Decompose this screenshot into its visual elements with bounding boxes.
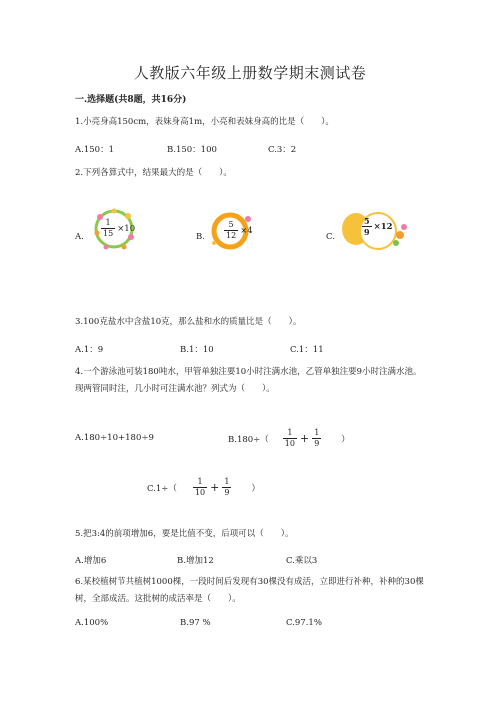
fraction-1-10-c: $\frac{1}{10}$ — [194, 477, 206, 497]
q6-option-c[interactable]: C.97.1% — [286, 618, 322, 628]
q4-option-b[interactable]: B.180÷（ $\frac{1}{10}$ + $\frac{1}{9}$ ） — [228, 428, 350, 448]
q1-option-a[interactable]: A.150：1 — [75, 145, 114, 155]
q4-option-a[interactable]: A.180÷10+180÷9 — [75, 433, 154, 443]
fraction-1-9-c: $\frac{1}{9}$ — [224, 477, 230, 497]
page-title: 人教版六年级上册数学期末测试卷 — [133, 64, 367, 82]
question-6: 6.某校植树节共植树1000棵，一段时间后发现有30棵没有成活，立即进行补种，补种的30棵树，全部成活。这批树的成活率是（ ）。 — [75, 577, 424, 604]
q3-option-a[interactable]: A.1：9 — [75, 345, 104, 355]
expr-b-fraction: $\frac{5}{12}$ — [226, 220, 237, 240]
q3-option-b[interactable]: B.1：10 — [180, 345, 214, 355]
q2-option-b[interactable]: B. — [196, 232, 205, 242]
q6-option-a[interactable]: A.100% — [75, 618, 109, 628]
fraction-1-10: $\frac{1}{10}$ — [284, 428, 295, 448]
expr-c-fraction: $\frac{5}{9}$ — [364, 216, 370, 237]
question-2: 2.下列各算式中，结果最大的是（ ）。 — [75, 168, 232, 178]
q2-option-a[interactable]: A. — [75, 232, 84, 242]
question-1: 1.小亮身高150cm，表妹身高1m，小亮和表妹身高的比是（ ）。 — [75, 117, 334, 127]
q6-option-b[interactable]: B.97 % — [180, 618, 211, 628]
section-heading: 一.选择题(共8题，共16分) — [75, 95, 187, 105]
expr-a-fraction: $\frac{1}{15}$ — [103, 218, 114, 238]
expr-c: $\frac{5}{9}$ ×12 — [364, 216, 393, 237]
expr-b: $\frac{5}{12}$ ×4 — [226, 220, 253, 240]
expr-a: $\frac{1}{15}$ ×10 — [103, 218, 136, 238]
q2-option-c[interactable]: C. — [326, 232, 335, 242]
q5-option-c[interactable]: C.乘以3 — [286, 556, 318, 566]
q5-option-b[interactable]: B.增加12 — [177, 556, 214, 566]
question-4: 4.一个游泳池可装180吨水，甲管单独注要10小时注满水池，乙管单独注要9小时注满水池。现两管同时注，几小时可注满水池？列式为（ ）。 — [75, 367, 422, 394]
q5-option-a[interactable]: A.增加6 — [75, 556, 107, 566]
fraction-1-9: $\frac{1}{9}$ — [314, 428, 320, 448]
question-5: 5.把3:4的前项增加6，要是比值不变，后项可以（ ）。 — [75, 529, 294, 539]
q1-option-b[interactable]: B.150：100 — [167, 145, 217, 155]
q3-option-c[interactable]: C.1：11 — [290, 345, 324, 355]
question-3: 3.100克盐水中含盐10克，那么盐和水的质量比是（ ）。 — [75, 317, 302, 327]
q4-option-c[interactable]: C.1÷（ $\frac{1}{10}$ + $\frac{1}{9}$ ） — [147, 477, 260, 497]
q1-option-c[interactable]: C.3：2 — [268, 145, 297, 155]
